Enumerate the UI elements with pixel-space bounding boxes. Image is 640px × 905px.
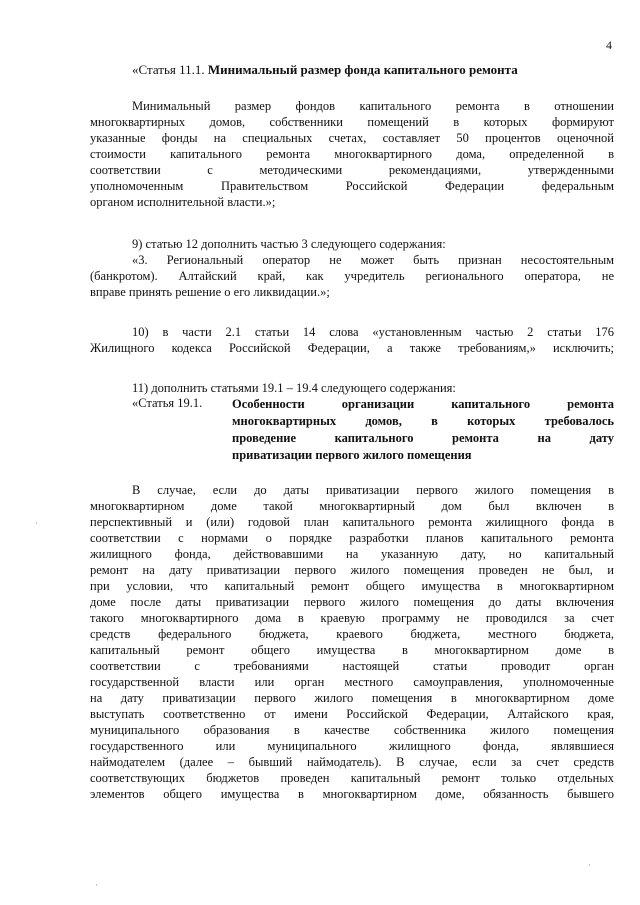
paragraph-line: соответствии с требованиями настоящей статьи проводит орган (90, 659, 614, 673)
paragraph-line: стоимости капитального ремонта многоквартирного дома, определенной в (90, 147, 614, 161)
article-11-1-heading (132, 62, 518, 78)
paragraph-line: соответствии с методическими рекомендациями, утвержденными (90, 163, 614, 177)
paragraph-line: 10) в части 2.1 статьи 14 слова «установленным частью 2 статьи 176 (132, 325, 614, 339)
paragraph-line: муниципального образования в качестве собственника жилого помещения (90, 723, 614, 737)
page-number: 4 (606, 38, 612, 52)
paragraph-line: жилищного фонда, действовавшими на указанную дату, но капитальный (90, 547, 614, 561)
paragraph-line: перспективный и (или) годовой план капитального ремонта жилищного фонда в (90, 515, 614, 529)
paragraph-line: многоквартирных домов, собственники помещений в которых формируют (90, 115, 614, 129)
paragraph-line: органом исполнительной власти.»; (90, 195, 276, 209)
paragraph-line: 11) дополнить статьями 19.1 – 19.4 следующего содержания: (132, 381, 456, 395)
paragraph-line: «3. Региональный оператор не может быть признан несостоятельным (132, 253, 614, 267)
article-19-1-title-line: многоквартирных домов, в которых требовалось (232, 414, 614, 428)
paragraph-line: выступать соответственно от имени Российской Федерации, Алтайского края, (90, 707, 614, 721)
paragraph-line: многоквартирном доме такой многоквартирный дом был включен в (90, 499, 614, 513)
paragraph-line: государственной власти или орган местного самоуправления, уполномоченные (90, 675, 614, 689)
paragraph-line: такого многоквартирного дома в краевую программу не проводился за счет (90, 611, 614, 625)
paragraph-line: (банкротом). Алтайский край, как учредитель регионального оператора, не (90, 269, 614, 283)
paragraph-line: на дату приватизации первого жилого помещения в многоквартирном доме (90, 691, 614, 705)
paragraph-line: вправе принять решение о его ликвидации.»; (90, 285, 330, 299)
scan-speck: · (588, 860, 591, 870)
paragraph-line: государственного или муниципального жилищного фонда, являвшиеся (90, 739, 614, 753)
paragraph-line: В случае, если до даты приватизации первого жилого помещения в (132, 483, 614, 497)
paragraph-line: Минимальный размер фондов капитального ремонта в отношении (132, 99, 614, 113)
article-19-1-title-line: Особенности организации капитального ремонта (232, 397, 614, 411)
paragraph-line: капитальный ремонт общего имущества в многоквартирном доме в (90, 643, 614, 657)
paragraph-line: соответствии с нормами о порядке разработки планов капитального ремонта (90, 531, 614, 545)
paragraph-line: Жилищного кодекса Российской Федерации, а также требованиям,» исключить; (90, 341, 614, 355)
article-19-1-label: «Статья 19.1. (132, 396, 203, 410)
article-19-1-title-line: проведение капитального ремонта на дату (232, 431, 614, 445)
scan-speck: · (35, 518, 38, 528)
scan-speck: · (95, 880, 98, 890)
paragraph-line: при условии, что капитальный ремонт общего имущества в многоквартирном (90, 579, 614, 593)
paragraph-line: соответствующих бюджетов проведен капитальный ремонт только отдельных (90, 771, 614, 785)
paragraph-line: 9) статью 12 дополнить частью 3 следующего содержания: (132, 237, 446, 251)
paragraph-line: наймодателем (далее – бывший наймодатель). В случае, если за счет средств (90, 755, 614, 769)
paragraph-line: уполномоченным Правительством Российской Федерации федеральным (90, 179, 614, 193)
article-11-1-prefix: «Статья 11.1. (132, 62, 208, 77)
paragraph-line: доме после даты приватизации первого жилого помещения до даты включения (90, 595, 614, 609)
paragraph-line: элементов общего имущества в многоквартирном доме, обязанность бывшего (90, 787, 614, 801)
paragraph-line: указанные фонды на специальных счетах, составляет 50 процентов оценочной (90, 131, 614, 145)
article-19-1-title-line: приватизации первого жилого помещения (232, 448, 472, 462)
paragraph-line: ремонт на дату приватизации первого жилого помещения проведен не был, и (90, 563, 614, 577)
article-11-1-title: Минимальный размер фонда капитального ремонта (207, 62, 518, 77)
paragraph-line: средств федерального бюджета, краевого бюджета, местного бюджета, (90, 627, 614, 641)
